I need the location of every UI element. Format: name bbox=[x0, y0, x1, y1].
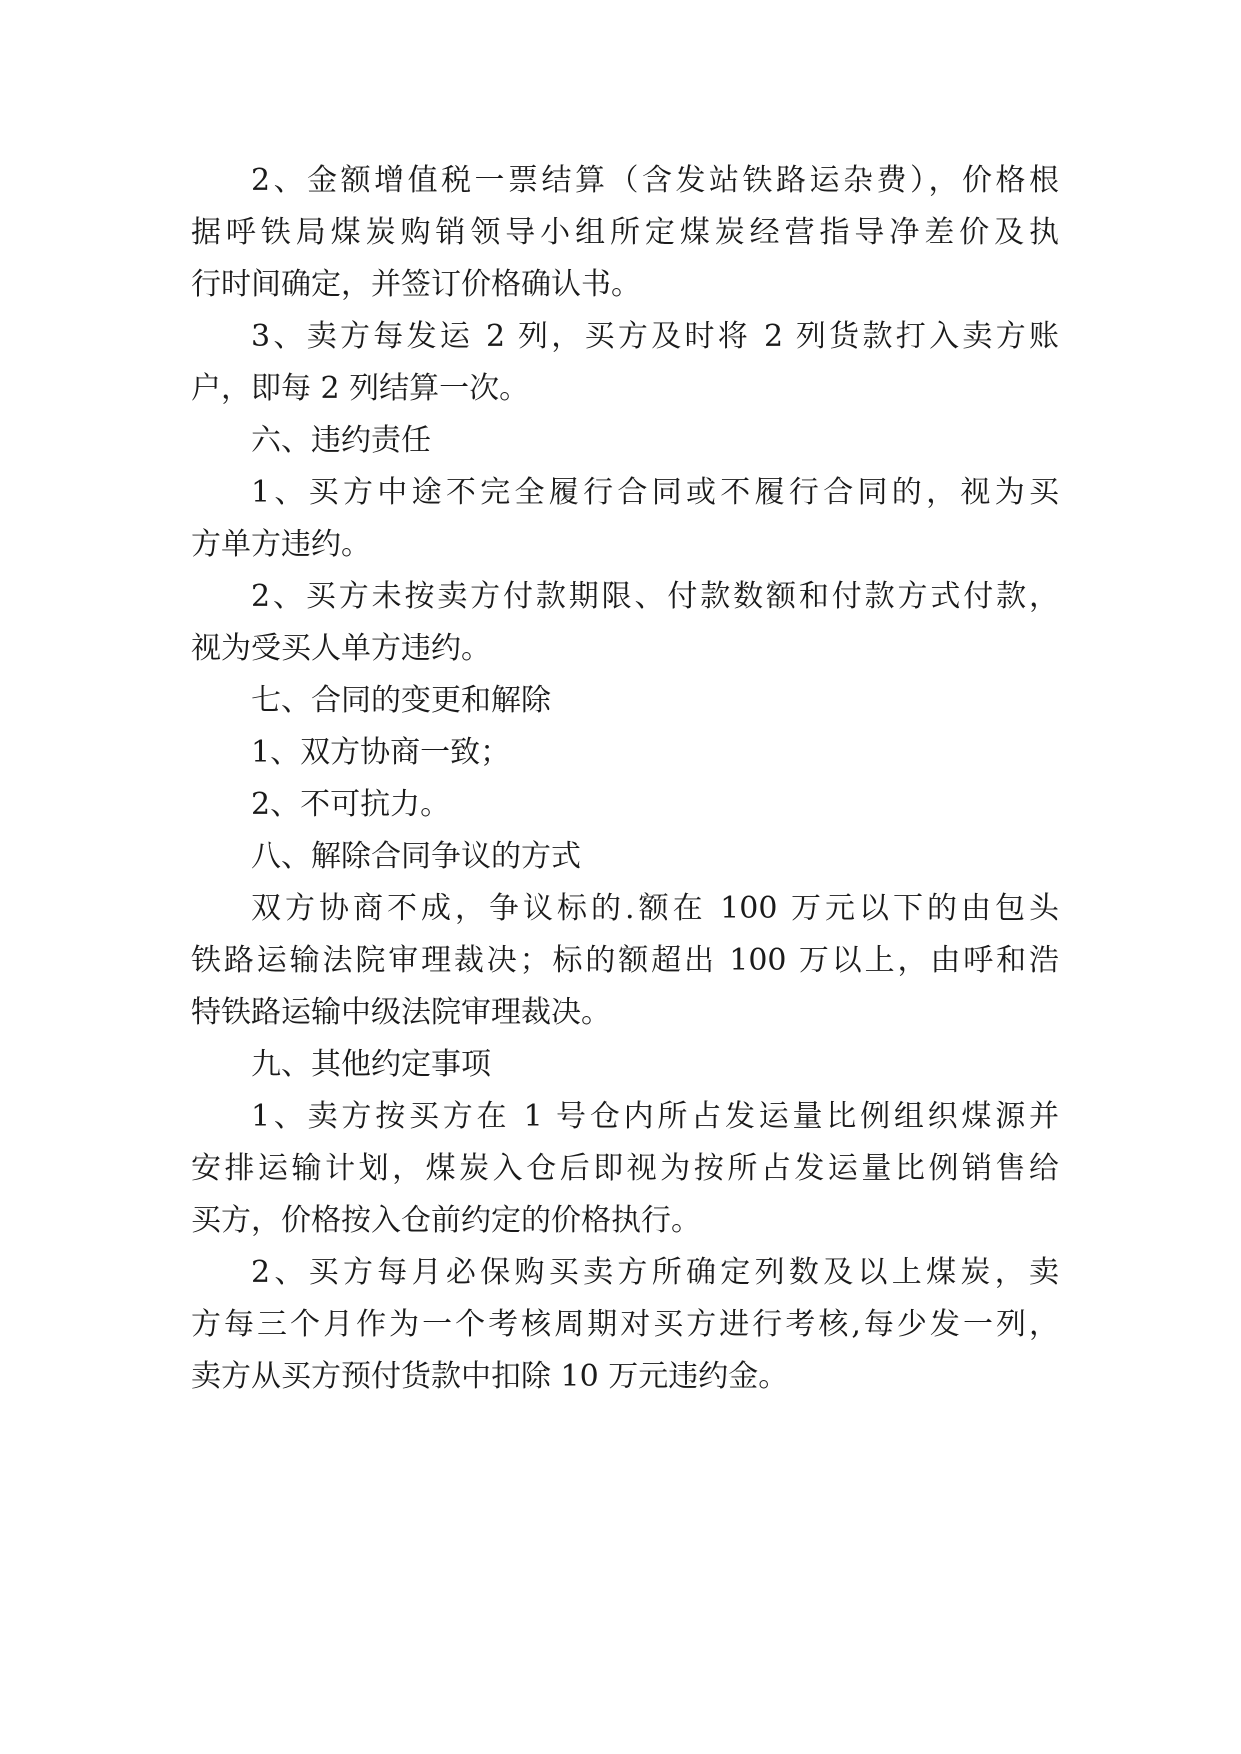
paragraph-line: 安排运输计划，煤炭入仓后即视为按所占发运量比例销售给 bbox=[191, 1151, 1059, 1186]
paragraph-line: 行时间确定，并签订价格确认书。 bbox=[191, 267, 641, 302]
paragraph-line: 2、金额增值税一票结算（含发站铁路运杂费），价格根 bbox=[251, 163, 1059, 198]
section-heading: 八、解除合同争议的方式 bbox=[251, 839, 581, 874]
paragraph-line: 1、买方中途不完全履行合同或不履行合同的，视为买 bbox=[251, 475, 1059, 510]
paragraph-line: 卖方从买方预付货款中扣除 10 万元违约金。 bbox=[191, 1359, 789, 1394]
paragraph-line: 1、双方协商一致； bbox=[251, 735, 511, 770]
paragraph-line: 户，即每 2 列结算一次。 bbox=[191, 371, 530, 406]
paragraph-line: 铁路运输法院审理裁决；标的额超出 100 万以上，由呼和浩 bbox=[191, 943, 1059, 978]
paragraph-line: 2、买方每月必保购买卖方所确定列数及以上煤炭，卖 bbox=[251, 1255, 1059, 1290]
paragraph-line: 特铁路运输中级法院审理裁决。 bbox=[191, 995, 611, 1030]
section-heading: 六、违约责任 bbox=[251, 423, 431, 458]
paragraph-line: 方单方违约。 bbox=[191, 527, 371, 562]
paragraph-line: 视为受买人单方违约。 bbox=[191, 631, 491, 666]
paragraph-line: 1、卖方按买方在 1 号仓内所占发运量比例组织煤源并 bbox=[251, 1099, 1059, 1134]
section-heading: 七、合同的变更和解除 bbox=[251, 683, 551, 718]
paragraph-line: 2、买方未按卖方付款期限、付款数额和付款方式付款， bbox=[251, 579, 1059, 614]
paragraph-line: 方每三个月作为一个考核周期对买方进行考核,每少发一列， bbox=[191, 1307, 1059, 1342]
section-heading: 九、其他约定事项 bbox=[251, 1047, 491, 1082]
paragraph-line: 2、不可抗力。 bbox=[251, 787, 451, 822]
paragraph-line: 买方，价格按入仓前约定的价格执行。 bbox=[191, 1203, 701, 1238]
paragraph-line: 3、卖方每发运 2 列，买方及时将 2 列货款打入卖方账 bbox=[251, 319, 1059, 354]
paragraph-line: 据呼铁局煤炭购销领导小组所定煤炭经营指导净差价及执 bbox=[191, 215, 1059, 250]
paragraph-line: 双方协商不成，争议标的.额在 100 万元以下的由包头 bbox=[251, 891, 1059, 926]
